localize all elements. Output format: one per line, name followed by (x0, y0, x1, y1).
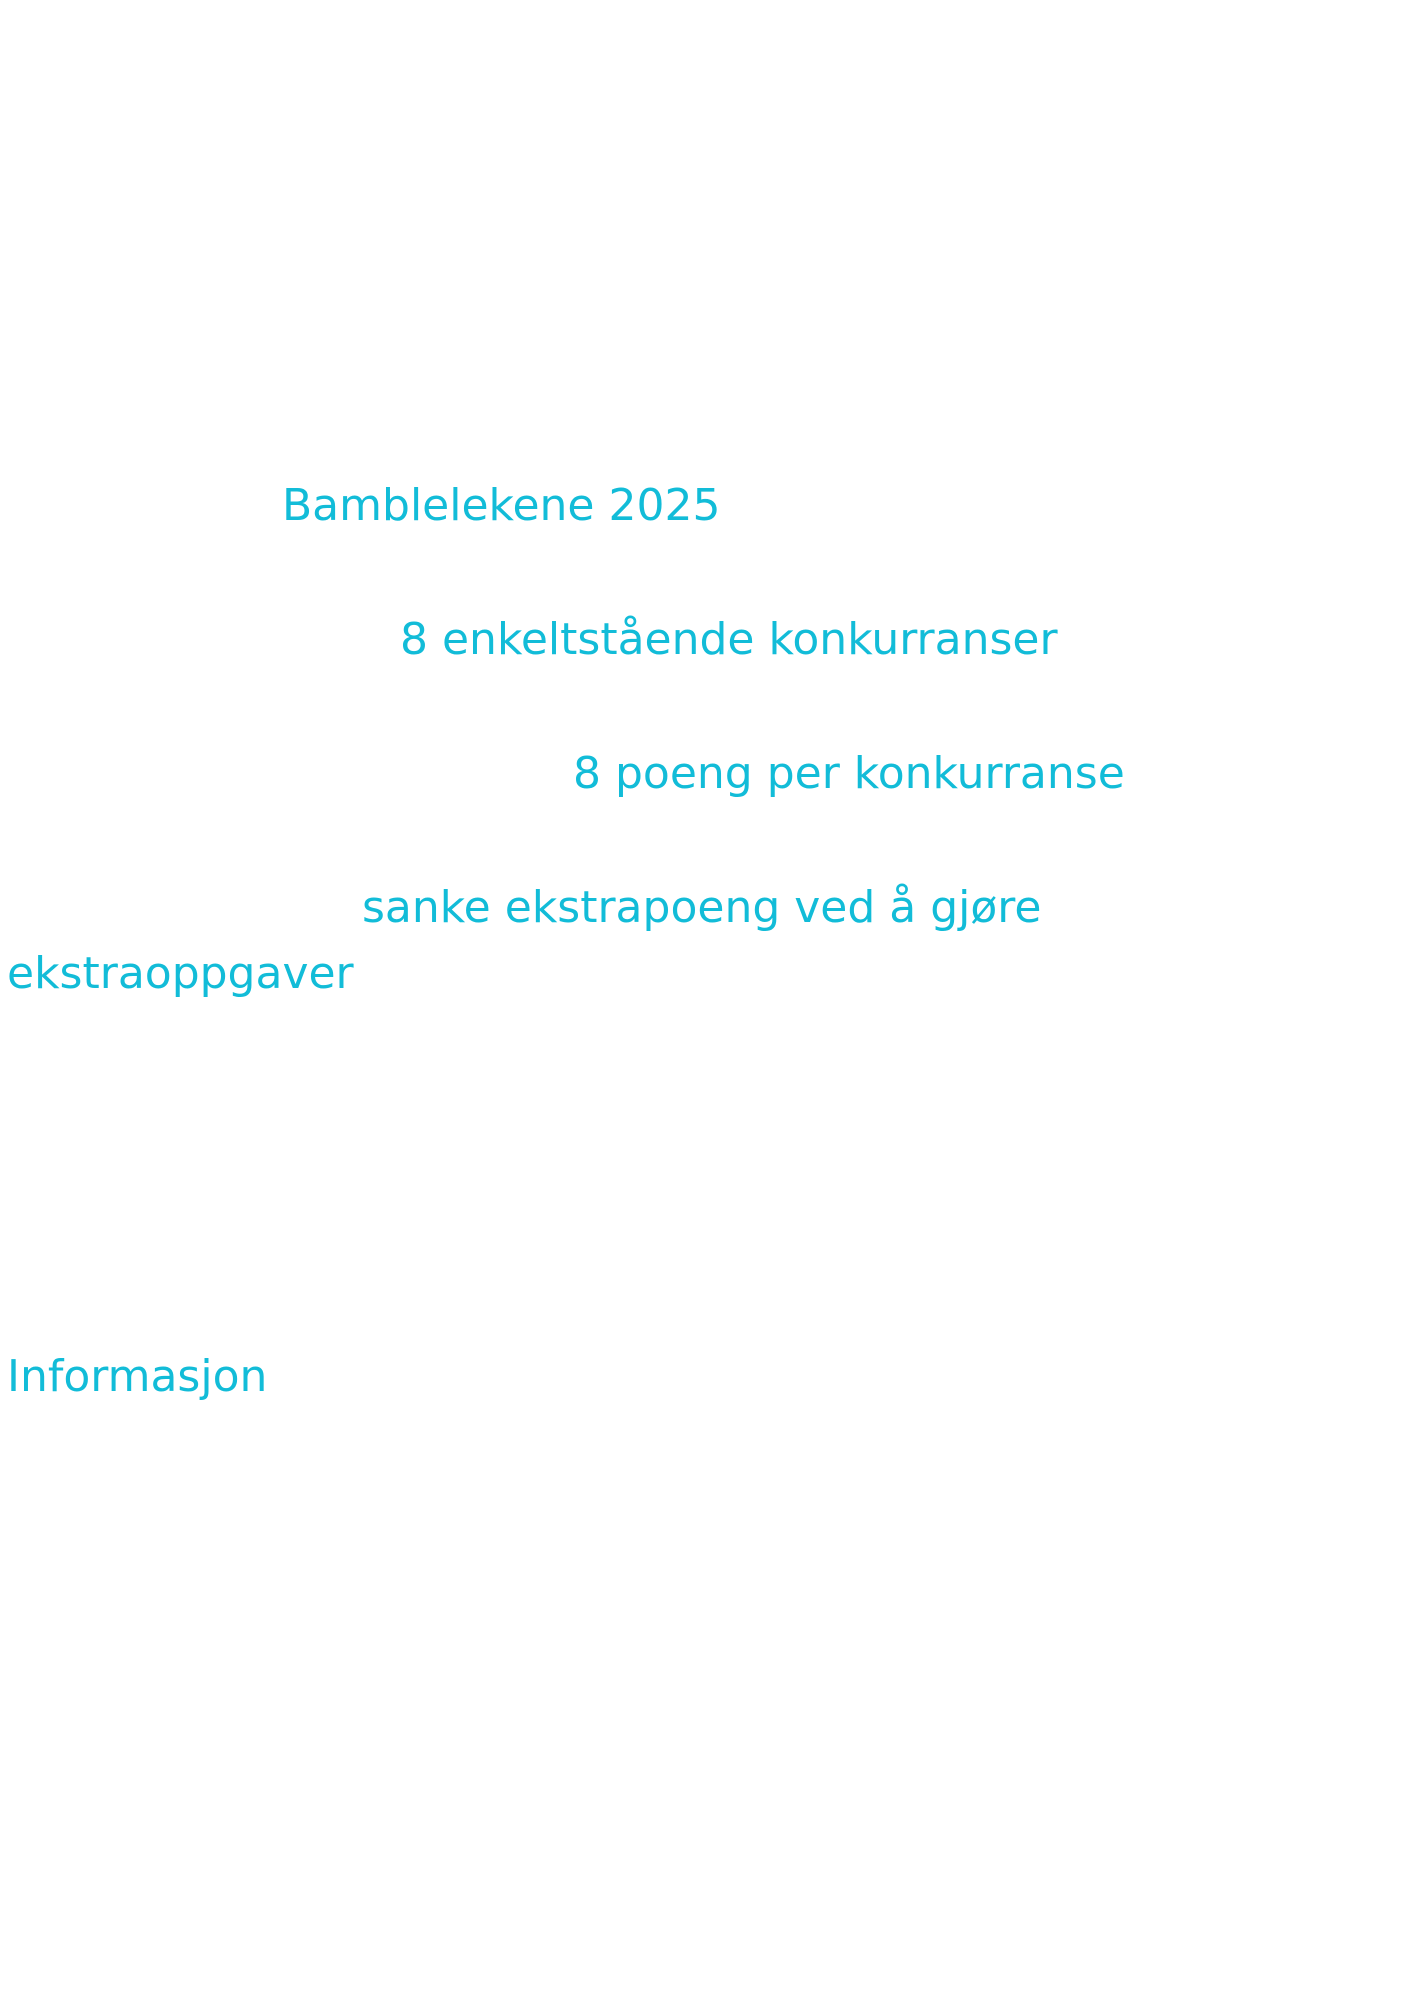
points-line: 8 poeng per konkurranse (573, 748, 1125, 799)
document-title: Bamblelekene 2025 (282, 480, 721, 531)
extra-points-line: sanke ekstrapoeng ved å gjøre ekstraoppgaver (7, 882, 1042, 999)
competitions-line: 8 enkeltstående konkurranser (400, 614, 1058, 665)
information-label: Informasjon (7, 1351, 268, 1402)
